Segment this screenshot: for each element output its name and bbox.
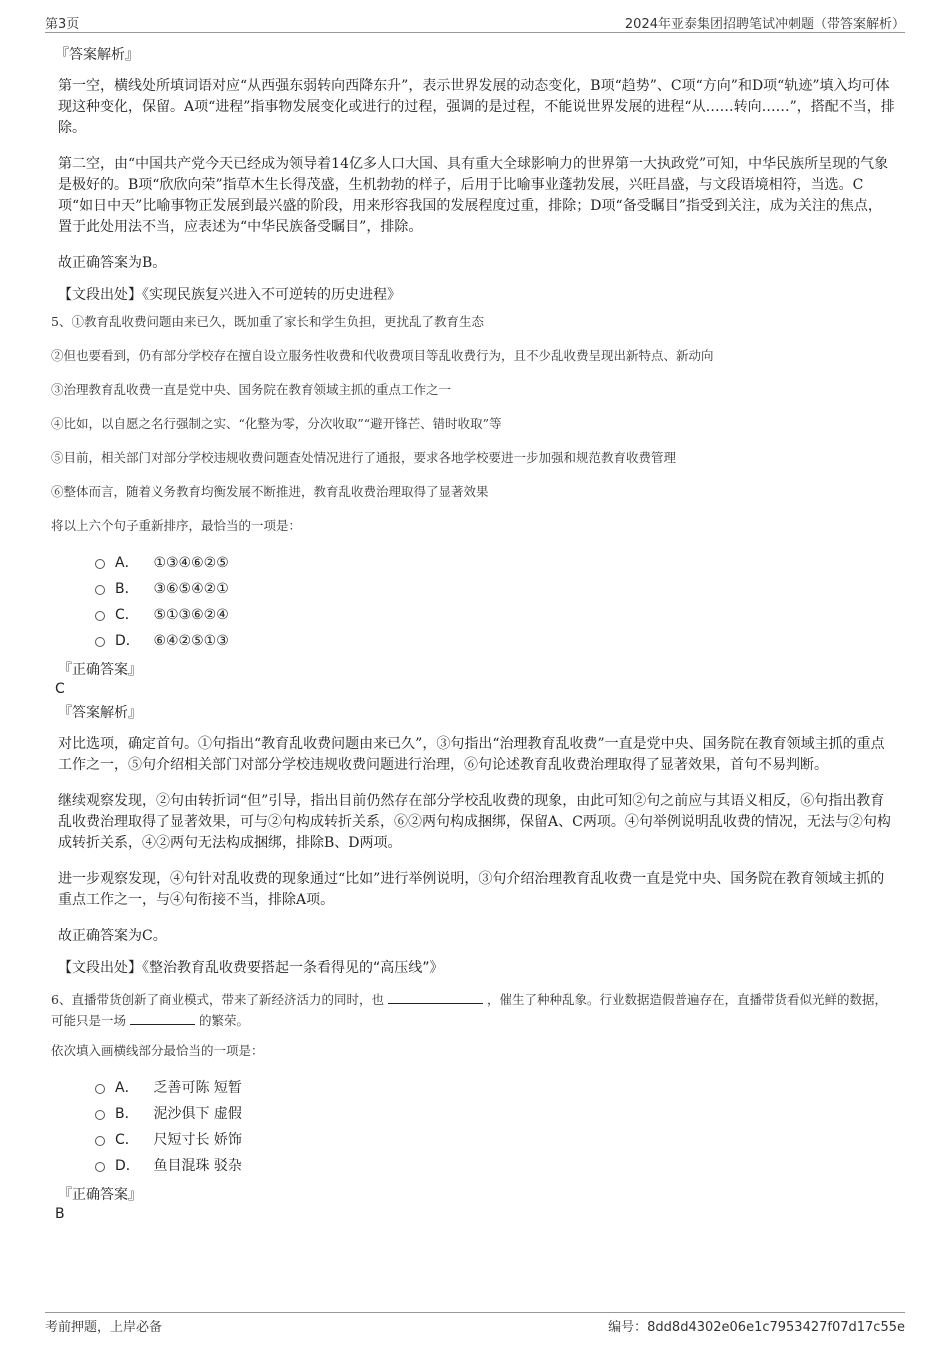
q6-prompt: 依次填入画横线部分最恰当的一项是： (51, 1043, 264, 1058)
q6-stem-part: ，催生了种种乱象。行业数据造假普遍存在，直播带货看似光鲜的数据，可能只是一场 (51, 992, 887, 1028)
option-text: 乏善可陈 短暂 (153, 1080, 242, 1096)
radio-button-icon[interactable] (95, 585, 105, 595)
q5-analysis-paragraph: 继续观察发现，②句由转折词“但”引导，指出目前仍然存在部分学校乱收费的现象，由此可知②句之前应与其语义相反，⑥句指出教育乱收费治理取得了显著效果，可与②句构成转折关系，⑥②两句构成捆绑，保留A、C两项。④句举例说明乱收费的情况，无法与②句构成转折关系，④②两句无法构成捆绑，排除B、D两项。 (58, 793, 891, 851)
radio-button-icon[interactable] (95, 1084, 105, 1094)
q6-option-c[interactable] (95, 1127, 895, 1153)
option-letter: B． (115, 581, 139, 597)
q5-option-d[interactable] (95, 628, 895, 654)
code-label: 编号： (608, 1320, 648, 1335)
page-number: 第3页 (45, 17, 80, 32)
option-letter: D． (115, 1158, 140, 1174)
q6-stem-part: 的繁荣。 (198, 1013, 249, 1028)
radio-button-icon[interactable] (95, 637, 105, 647)
option-text: 鱼目混珠 驳杂 (153, 1158, 242, 1174)
q5-option-a[interactable] (95, 550, 895, 576)
document-body (51, 44, 895, 1227)
q6-option-d[interactable] (95, 1153, 895, 1179)
option-text: ⑤①③⑥②④ (153, 607, 229, 623)
q5-option-b[interactable] (95, 576, 895, 602)
option-text: ③⑥⑤④②① (153, 581, 229, 597)
q5-sentence-6: ⑥整体而言，随着义务教育均衡发展不断推进，教育乱收费治理取得了显著效果 (51, 484, 489, 499)
fill-blank-1 (388, 989, 483, 1004)
q4-analysis-paragraph: 第一空，横线处所填词语对应“从西强东弱转向西降东升”，表示世界发展的动态变化，B项“趋势”、C项“方向”和D项“轨迹”填入均可体现这种变化，保留。A项“进程”指事物发展变化或进行的过程，强调的是过程，不能说世界发展的进程“从……转向……”，搭配不当，排除。 (58, 78, 895, 136)
q5-sentence-2: ②但也要看到，仍有部分学校存在擅自设立服务性收费和代收费项目等乱收费行为，且不少乱收费呈现出新特点、新动向 (51, 348, 714, 363)
option-text: ①③④⑥②⑤ (153, 555, 229, 571)
code-value: 8dd8d4302e06e1c7953427f07d17c55e (647, 1320, 905, 1335)
page-footer (45, 1312, 905, 1335)
q5-answer-label: 『正确答案』 (58, 662, 142, 678)
q5-answer: C (55, 681, 65, 697)
q5-option-c[interactable] (95, 602, 895, 628)
q4-conclusion: 故正确答案为B。 (58, 255, 167, 271)
option-text: 尺短寸长 娇饰 (153, 1132, 242, 1148)
option-letter: A． (115, 1080, 139, 1096)
option-letter: C． (115, 607, 139, 623)
radio-button-icon[interactable] (95, 1110, 105, 1120)
option-letter: B． (115, 1106, 139, 1122)
page-header (45, 10, 905, 33)
q5-sentence-5: ⑤目前，相关部门对部分学校违规收费问题查处情况进行了通报，要求各地学校要进一步加强和规范教育收费管理 (51, 450, 677, 465)
radio-button-icon[interactable] (95, 559, 105, 569)
q6-option-a[interactable] (95, 1075, 895, 1101)
q6-options (95, 1075, 895, 1179)
q4-analysis-paragraph: 第二空，由“中国共产党今天已经成为领导着14亿多人口大国、具有重大全球影响力的世界第一大执政党”可知，中华民族所呈现的气象是极好的。B项“欣欣向荣”指草木生长得茂盛，生机勃勃的样子，后用于比喻事业蓬勃发展，兴旺昌盛，与文段语境相符，当选。C项“如日中天”比喻事物正发展到最兴盛的阶段，用来形容我国的发展程度过重，排除；D项“备受瞩目”指受到关注，成为关注的焦点，置于此处用法不当，应表述为“中华民族备受瞩目”，排除。 (58, 156, 889, 235)
q6-option-b[interactable] (95, 1101, 895, 1127)
q6-answer-label: 『正确答案』 (58, 1187, 142, 1203)
q4-analysis-label: 『答案解析』 (55, 47, 139, 63)
fill-blank-2 (130, 1010, 195, 1025)
q5-conclusion: 故正确答案为C。 (58, 928, 167, 944)
option-text: 泥沙俱下 虚假 (153, 1106, 242, 1122)
q5-options (95, 550, 895, 654)
q5-prompt: 将以上六个句子重新排序，最恰当的一项是： (51, 518, 302, 533)
q5-sentence-4: ④比如，以自愿之名行强制之实、“化整为零，分次收取”“避开锋芒、错时收取”等 (51, 416, 502, 431)
q5-sentence-1: 5、①教育乱收费问题由来已久，既加重了家长和学生负担，更扰乱了教育生态 (51, 314, 484, 329)
footer-slogan: 考前押题，上岸必备 (45, 1320, 163, 1335)
document-code (608, 1316, 905, 1335)
q5-analysis-paragraph: 进一步观察发现，④句针对乱收费的现象通过“比如”进行举例说明，③句介绍治理教育乱收费一直是党中央、国务院在教育领域主抓的重点工作之一，与④句衔接不当，排除A项。 (58, 871, 885, 908)
radio-button-icon[interactable] (95, 1162, 105, 1172)
option-letter: A． (115, 555, 139, 571)
option-letter: D． (115, 633, 140, 649)
q5-analysis-paragraph: 对比选项，确定首句。①句指出“教育乱收费问题由来已久”，③句指出“治理教育乱收费”一直是党中央、国务院在教育领域主抓的重点工作之一，⑤句介绍相关部门对部分学校违规收费问题进行治理，⑥句论述教育乱收费治理取得了显著效果，首句不易判断。 (58, 736, 885, 773)
document-title: 2024年亚泰集团招聘笔试冲刺题（带答案解析） (624, 17, 905, 32)
option-letter: C． (115, 1132, 139, 1148)
q5-analysis-label: 『答案解析』 (58, 705, 142, 721)
radio-button-icon[interactable] (95, 1136, 105, 1146)
radio-button-icon[interactable] (95, 611, 105, 621)
q4-source: 【文段出处】《实现民族复兴进入不可逆转的历史进程》 (58, 287, 401, 303)
q6-stem-part: 6、直播带货创新了商业模式，带来了新经济活力的同时，也 (51, 992, 384, 1007)
q6-answer: B (55, 1206, 65, 1222)
q5-sentence-3: ③治理教育乱收费一直是党中央、国务院在教育领域主抓的重点工作之一 (51, 382, 452, 397)
option-text: ⑥④②⑤①③ (153, 633, 229, 649)
q6-stem (51, 989, 895, 1031)
q5-source: 【文段出处】《整治教育乱收费要搭起一条看得见的“高压线”》 (58, 960, 444, 976)
